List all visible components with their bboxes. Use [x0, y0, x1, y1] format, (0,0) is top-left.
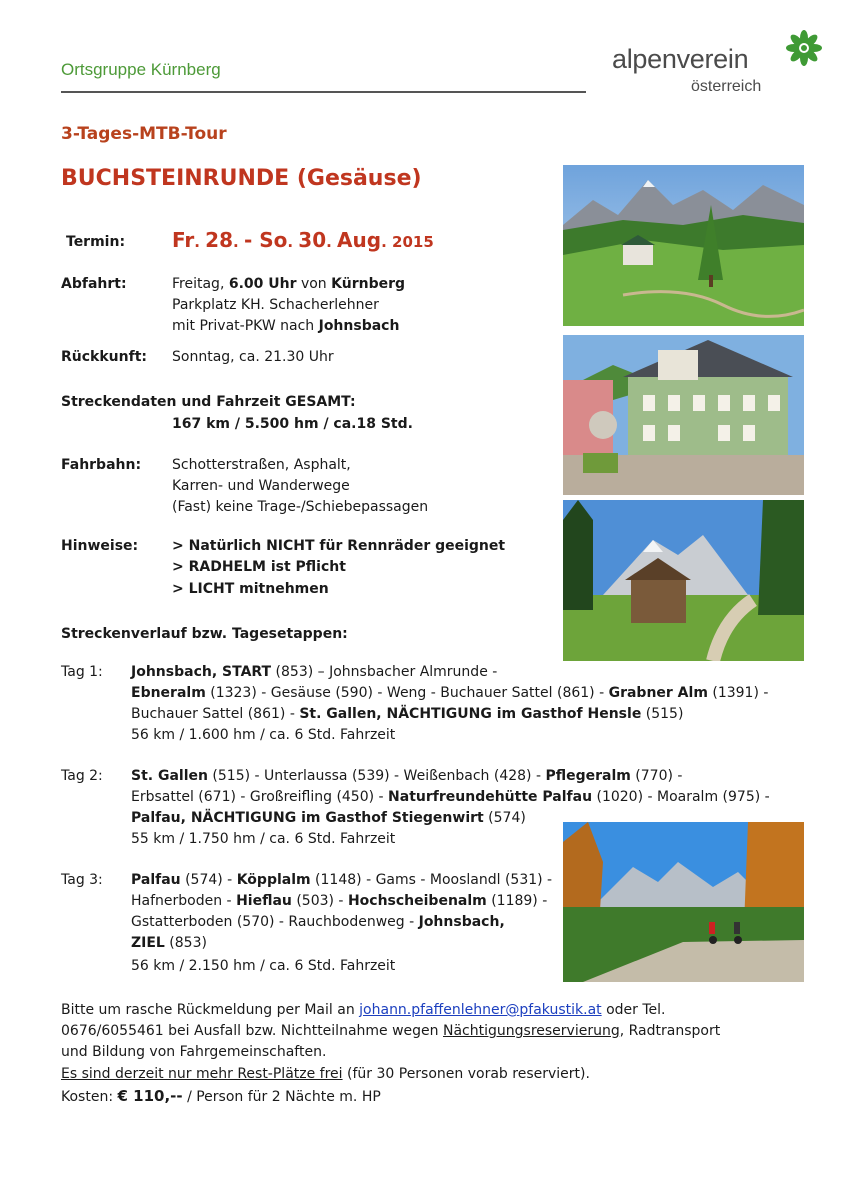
tag2-label: Tag 2:	[61, 768, 103, 784]
hinweis-item: > Natürlich NICHT für Rennräder geeignet	[172, 538, 506, 554]
verlauf-label: Streckenverlauf bzw. Tagesetappen:	[61, 626, 348, 642]
hinweis-item: > LICHT mitnehmen	[172, 581, 329, 597]
date-part: Fr	[172, 228, 195, 252]
tag1-line-3	[131, 704, 683, 725]
footer-line-3: und Bildung von Fahrgemeinschaften.	[61, 1044, 327, 1060]
org-name: Ortsgruppe Kürnberg	[61, 60, 221, 79]
text: Naturfreundehütte Palfau	[388, 789, 593, 805]
text: 6.00 Uhr	[228, 276, 297, 292]
hinweis-item: > RADHELM ist Pflicht	[172, 559, 346, 575]
tag2-line-1	[131, 766, 682, 787]
text: oder Tel.	[601, 1002, 666, 1018]
strecke-value: 167 km / 5.500 hm / ca.18 Std.	[172, 416, 413, 432]
tag1-line-4: 56 km / 1.600 hm / ca. 6 Std. Fahrzeit	[131, 727, 396, 743]
text: Erbsattel (671) - Großreifling (450) -	[131, 789, 389, 805]
text: Nächtigungsreservierung	[443, 1023, 620, 1039]
tag3-line-2	[131, 891, 547, 912]
text: Johnsbach,	[418, 914, 505, 930]
footer-line-1	[61, 1000, 666, 1021]
text: Palfau	[131, 872, 181, 888]
text: Grabner Alm	[608, 685, 708, 701]
text: (574)	[483, 810, 526, 826]
text: (853)	[164, 935, 207, 951]
fahrbahn-line: (Fast) keine Trage-/Schiebepassagen	[172, 499, 429, 515]
tag3-label: Tag 3:	[61, 872, 103, 888]
text: (1323) - Gesäuse (590) - Weng - Buchauer Sattel (861) -	[205, 685, 609, 701]
text: Gstatterboden (570) - Rauchbodenweg -	[131, 914, 419, 930]
edelweiss-icon	[786, 30, 822, 66]
text: (503) -	[291, 893, 348, 909]
alpenverein-logo	[612, 30, 822, 102]
text: Hieflau	[236, 893, 292, 909]
text: St. Gallen	[131, 768, 208, 784]
fahrbahn-label: Fahrbahn:	[61, 457, 142, 473]
text: Bitte um rasche Rückmeldung per Mail an	[61, 1002, 360, 1018]
tour-title: BUCHSTEINRUNDE (Gesäuse)	[61, 166, 422, 191]
termin-date: Fr. 28. - So. 30. Aug. 2015	[172, 228, 434, 252]
text: Freitag,	[172, 276, 225, 292]
text: Johnsbach	[318, 318, 400, 334]
text: Kosten:	[61, 1089, 114, 1105]
text: St. Gallen, NÄCHTIGUNG im Gasthof Hensle	[299, 706, 642, 722]
text: ZIEL	[131, 935, 165, 951]
tag3-line-1	[131, 870, 552, 891]
abfahrt-label: Abfahrt:	[61, 276, 127, 292]
tag3-line-3	[131, 912, 505, 933]
text: (für 30 Personen vorab reserviert).	[342, 1066, 590, 1082]
text: / Person für 2 Nächte m. HP	[182, 1089, 381, 1105]
tag3-line-4	[131, 933, 207, 954]
alpine-meadow-photo	[563, 165, 804, 326]
text: (515) - Unterlaussa (539) - Weißenbach (428) -	[207, 768, 546, 784]
date-part: 28	[205, 228, 234, 252]
text: 0676/6055461 bei Ausfall bzw. Nichtteilnahme wegen	[61, 1023, 443, 1039]
text: (1148) - Gams - Mooslandl (531) -	[310, 872, 553, 888]
logo-name: alpenverein	[612, 44, 749, 74]
tag2-line-4: 55 km / 1.750 hm / ca. 6 Std. Fahrzeit	[131, 831, 396, 847]
tag2-line-2	[131, 787, 770, 808]
fahrbahn-line: Karren- und Wanderwege	[172, 478, 350, 494]
email-link[interactable]: johann.pfaffenlehner@pfakustik.at	[359, 1002, 602, 1018]
text: Kürnberg	[331, 276, 406, 292]
text: (853) – Johnsbacher Almrunde -	[271, 664, 498, 680]
tag3-line-5: 56 km / 2.150 hm / ca. 6 Std. Fahrzeit	[131, 958, 396, 974]
abfahrt-line-1	[172, 274, 405, 295]
text: Johnsbach, START	[131, 664, 272, 680]
text: Köpplalm	[236, 872, 311, 888]
text: mit Privat-PKW nach	[172, 318, 315, 334]
tour-subtitle: 3-Tages-MTB-Tour	[61, 124, 227, 144]
text: (1391) -	[707, 685, 769, 701]
hinweise-label: Hinweise:	[61, 538, 139, 554]
rueckkunft-text: Sonntag, ca. 21.30 Uhr	[172, 349, 334, 365]
date-part: Aug	[337, 228, 382, 252]
date-year: 2015	[392, 233, 434, 251]
text: von	[300, 276, 327, 292]
text: (515)	[641, 706, 684, 722]
tag1-label: Tag 1:	[61, 664, 103, 680]
price: € 110,--	[117, 1087, 183, 1105]
tag1-line-1	[131, 662, 497, 683]
text: Pflegeralm	[545, 768, 631, 784]
footer-line-5	[61, 1086, 381, 1108]
logo-sub: österreich	[691, 78, 762, 95]
footer-line-4	[61, 1064, 590, 1085]
alpine-hut-photo	[563, 500, 804, 661]
abfahrt-line-3	[172, 316, 399, 337]
text: (1020) - Moaralm (975) -	[592, 789, 770, 805]
abfahrt-line-2: Parkplatz KH. Schacherlehner	[172, 297, 379, 313]
rueckkunft-label: Rückkunft:	[61, 349, 147, 365]
text: (574) -	[180, 872, 237, 888]
fahrbahn-line: Schotterstraßen, Asphalt,	[172, 457, 351, 473]
text: Ebneralm	[131, 685, 206, 701]
text: Buchauer Sattel (861) -	[131, 706, 300, 722]
text: Hafnerboden -	[131, 893, 237, 909]
tag2-line-3	[131, 808, 526, 829]
termin-label: Termin:	[66, 234, 126, 250]
strecke-label: Streckendaten und Fahrzeit GESAMT:	[61, 394, 356, 410]
text: (770) -	[630, 768, 683, 784]
tag1-line-2	[131, 683, 768, 704]
text: Es sind derzeit nur mehr Rest-Plätze frei	[61, 1066, 343, 1082]
text: (1189) -	[486, 893, 548, 909]
text: Hochscheibenalm	[347, 893, 487, 909]
village-square-photo	[563, 335, 804, 495]
date-part: 30	[298, 228, 327, 252]
text: , Radtransport	[619, 1023, 721, 1039]
date-part: So	[259, 228, 288, 252]
text: Palfau, NÄCHTIGUNG im Gasthof Stiegenwirt	[131, 810, 484, 826]
header-divider	[61, 91, 586, 93]
mountain-bikers-photo	[563, 822, 804, 982]
footer-line-2	[61, 1021, 720, 1042]
